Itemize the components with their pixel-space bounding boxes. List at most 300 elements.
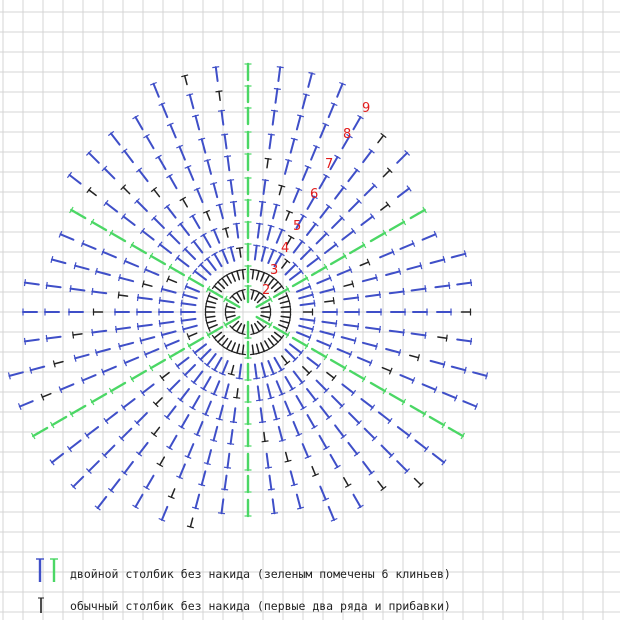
double-stitch-mark-cap bbox=[314, 300, 315, 307]
double-stitch-mark bbox=[228, 454, 230, 468]
single-stitch-mark bbox=[312, 467, 315, 475]
double-stitch-mark bbox=[291, 139, 295, 153]
double-stitch-mark bbox=[216, 67, 218, 81]
single-stitch-mark bbox=[261, 316, 270, 318]
double-stitch-mark-cap bbox=[224, 156, 231, 157]
double-stitch-mark bbox=[105, 169, 115, 179]
single-stitch-mark bbox=[237, 293, 242, 301]
double-stitch-mark bbox=[98, 497, 107, 508]
double-stitch-mark bbox=[170, 234, 180, 244]
single-stitch-mark-cap bbox=[236, 248, 243, 249]
double-stitch-mark bbox=[207, 354, 216, 365]
double-stitch-mark bbox=[137, 201, 147, 211]
double-stitch-mark-cap bbox=[218, 110, 225, 111]
double-stitch-mark bbox=[236, 224, 238, 238]
double-stitch-mark bbox=[255, 246, 257, 260]
double-stitch-mark bbox=[75, 266, 89, 270]
double-stitch-mark bbox=[193, 396, 200, 408]
double-stitch-mark-cap bbox=[227, 443, 234, 444]
double-stitch-mark bbox=[423, 384, 436, 389]
double-stitch-mark bbox=[358, 358, 371, 363]
double-stitch-mark bbox=[329, 104, 334, 117]
double-stitch-mark bbox=[299, 326, 313, 330]
wedge-stitch-mark bbox=[312, 267, 326, 275]
double-stitch-mark-cap bbox=[268, 134, 275, 135]
double-stitch-mark-cap bbox=[25, 279, 26, 286]
double-stitch-mark-cap bbox=[224, 467, 231, 468]
single-stitch-mark bbox=[264, 433, 265, 442]
double-stitch-mark-cap bbox=[138, 294, 139, 301]
double-stitch-mark bbox=[124, 462, 132, 473]
double-stitch-mark-cap bbox=[314, 317, 315, 324]
single-stitch-mark bbox=[156, 398, 162, 404]
double-stitch-mark bbox=[111, 479, 120, 490]
double-stitch-mark bbox=[354, 117, 361, 129]
single-stitch-mark bbox=[119, 295, 128, 296]
double-stitch-mark bbox=[366, 328, 380, 330]
double-stitch-mark bbox=[363, 462, 372, 473]
double-stitch-mark bbox=[75, 355, 89, 359]
single-stitch-mark bbox=[280, 321, 289, 323]
double-stitch-mark bbox=[400, 375, 413, 380]
double-stitch-mark-cap bbox=[46, 335, 47, 342]
double-stitch-mark bbox=[291, 471, 295, 485]
double-stitch-mark bbox=[228, 156, 230, 170]
double-stitch-mark bbox=[183, 295, 197, 299]
double-stitch-mark bbox=[285, 402, 290, 415]
double-stitch-mark bbox=[457, 283, 471, 285]
double-stitch-mark bbox=[431, 361, 445, 365]
double-stitch-mark bbox=[166, 341, 179, 346]
double-stitch-mark bbox=[180, 224, 189, 235]
single-stitch-mark bbox=[227, 275, 232, 283]
single-stitch-mark bbox=[327, 373, 334, 379]
single-stitch-mark-cap bbox=[233, 397, 240, 398]
double-stitch-mark bbox=[103, 252, 116, 257]
row-number-4: 4 bbox=[281, 241, 290, 256]
row-numbers bbox=[262, 101, 370, 298]
double-stitch-mark-cap bbox=[358, 294, 359, 301]
double-stitch-mark bbox=[307, 389, 316, 400]
double-stitch-mark bbox=[25, 283, 39, 285]
double-stitch-mark-cap bbox=[221, 134, 228, 135]
double-stitch-mark bbox=[473, 372, 487, 376]
single-stitch-mark bbox=[231, 366, 233, 375]
double-stitch-mark bbox=[206, 402, 211, 415]
double-stitch-mark bbox=[47, 337, 61, 339]
double-stitch-mark bbox=[124, 151, 132, 162]
double-stitch-mark bbox=[363, 151, 372, 162]
double-stitch-mark bbox=[457, 340, 471, 342]
double-stitch-mark-cap bbox=[221, 489, 228, 490]
single-stitch-mark bbox=[154, 189, 160, 196]
single-stitch-mark bbox=[171, 489, 174, 497]
double-stitch-mark-cap bbox=[227, 180, 234, 181]
double-stitch-mark bbox=[154, 218, 164, 228]
double-stitch-mark bbox=[299, 295, 313, 299]
double-stitch-mark bbox=[61, 384, 74, 389]
double-stitch-mark bbox=[349, 413, 359, 423]
wedge-stitch-mark bbox=[189, 338, 203, 346]
double-stitch-mark bbox=[463, 401, 476, 406]
double-stitch-mark bbox=[379, 412, 390, 421]
double-stitch-mark bbox=[294, 422, 299, 435]
double-stitch-mark bbox=[160, 300, 174, 302]
double-stitch-mark bbox=[125, 261, 138, 266]
single-stitch-mark bbox=[279, 186, 281, 195]
double-stitch-mark bbox=[270, 476, 272, 490]
double-stitch-mark bbox=[431, 260, 445, 264]
double-stitch-mark bbox=[317, 381, 327, 391]
double-stitch-mark-cap bbox=[230, 202, 237, 203]
double-stitch-mark bbox=[182, 319, 196, 321]
single-stitch-mark bbox=[214, 286, 221, 292]
double-stitch-mark bbox=[225, 135, 227, 149]
single-stitch-mark bbox=[275, 286, 282, 292]
double-stitch-mark bbox=[111, 134, 120, 145]
double-stitch-mark bbox=[204, 235, 211, 247]
single-stitch-mark bbox=[252, 270, 253, 279]
double-stitch-mark bbox=[349, 201, 359, 211]
single-stitch-mark bbox=[275, 332, 282, 338]
double-stitch-mark bbox=[342, 337, 356, 341]
single-stitch-mark bbox=[226, 306, 235, 308]
double-stitch-mark bbox=[204, 377, 211, 389]
double-stitch-mark bbox=[201, 350, 211, 360]
double-stitch-mark-cap bbox=[92, 329, 93, 336]
double-stitch-mark bbox=[301, 249, 311, 259]
double-stitch-mark bbox=[159, 157, 166, 169]
double-stitch-mark bbox=[123, 399, 134, 408]
double-stitch-mark bbox=[120, 278, 134, 282]
single-stitch-mark bbox=[143, 284, 152, 286]
double-stitch-mark bbox=[308, 258, 319, 267]
double-stitch-mark bbox=[308, 73, 312, 87]
double-stitch-mark bbox=[335, 187, 344, 198]
double-stitch-mark bbox=[317, 341, 330, 346]
wedge-stitch-mark bbox=[390, 222, 404, 230]
wedge-stitch-mark bbox=[430, 417, 444, 425]
double-stitch-mark bbox=[170, 381, 180, 391]
double-stitch-mark bbox=[261, 408, 263, 422]
single-stitch-mark bbox=[360, 262, 368, 265]
double-stitch-mark-cap bbox=[268, 489, 275, 490]
double-stitch-mark-cap bbox=[159, 320, 160, 327]
double-stitch-mark bbox=[267, 454, 269, 468]
single-stitch-mark bbox=[185, 76, 187, 85]
single-stitch-mark bbox=[267, 159, 268, 168]
single-stitch-mark bbox=[252, 345, 253, 354]
double-stitch-mark bbox=[154, 84, 159, 97]
single-stitch-mark bbox=[227, 341, 232, 349]
single-stitch-mark bbox=[268, 339, 274, 346]
double-stitch-mark bbox=[83, 375, 96, 380]
double-stitch-mark bbox=[214, 427, 218, 441]
double-stitch-mark-cap bbox=[253, 378, 260, 379]
double-stitch-mark bbox=[225, 476, 227, 490]
single-stitch-mark bbox=[280, 301, 289, 303]
row-number-5: 5 bbox=[293, 219, 302, 234]
single-stitch-mark bbox=[237, 389, 238, 398]
double-stitch-mark bbox=[9, 372, 23, 376]
double-stitch-mark bbox=[87, 427, 98, 436]
double-stitch-mark bbox=[170, 436, 177, 448]
double-stitch-mark-cap bbox=[265, 467, 272, 468]
single-stitch-mark bbox=[209, 325, 217, 329]
double-stitch-mark-cap bbox=[70, 285, 71, 292]
double-stitch-mark bbox=[297, 495, 301, 509]
double-stitch-mark bbox=[275, 358, 282, 370]
wedge-stitch-mark bbox=[170, 349, 184, 357]
double-stitch-mark bbox=[400, 244, 413, 249]
double-stitch-mark bbox=[196, 116, 200, 129]
double-stitch-mark bbox=[332, 218, 342, 228]
double-stitch-mark bbox=[303, 444, 308, 457]
double-stitch-mark bbox=[286, 350, 296, 360]
double-stitch-mark bbox=[196, 495, 200, 509]
double-stitch-mark bbox=[278, 67, 280, 81]
single-stitch-mark bbox=[240, 248, 241, 257]
single-stitch-mark bbox=[232, 322, 238, 328]
double-stitch-mark bbox=[363, 278, 377, 282]
single-stitch-mark bbox=[410, 355, 419, 357]
double-stitch-mark bbox=[273, 499, 275, 513]
double-stitch-mark-cap bbox=[471, 279, 472, 286]
double-stitch-mark bbox=[407, 266, 421, 270]
double-stitch-mark bbox=[182, 303, 196, 305]
wedge-stitch-mark bbox=[92, 394, 106, 402]
double-stitch-mark-cap bbox=[471, 338, 472, 345]
double-stitch-mark bbox=[255, 365, 257, 379]
double-stitch-mark bbox=[297, 396, 304, 408]
legend-double-stitch-symbol bbox=[36, 559, 58, 582]
double-stitch-mark-cap bbox=[259, 202, 266, 203]
wedge-stitch-mark bbox=[390, 394, 404, 402]
single-stitch-mark bbox=[265, 341, 270, 349]
double-stitch-mark bbox=[116, 328, 130, 330]
double-stitch-mark-cap bbox=[138, 323, 139, 330]
double-stitch-mark bbox=[294, 372, 303, 383]
double-stitch-mark bbox=[308, 358, 319, 367]
single-stitch-mark bbox=[209, 296, 217, 300]
double-stitch-mark bbox=[180, 389, 189, 400]
double-stitch-mark bbox=[170, 176, 177, 188]
single-stitch-mark bbox=[438, 337, 447, 338]
double-stitch-mark bbox=[188, 444, 193, 457]
double-stitch-mark-cap bbox=[212, 67, 219, 68]
single-stitch-mark bbox=[325, 301, 334, 302]
single-stitch-mark bbox=[382, 368, 390, 371]
single-stitch-mark bbox=[207, 212, 210, 220]
double-stitch-mark bbox=[194, 241, 203, 252]
double-stitch-mark bbox=[125, 358, 138, 363]
double-stitch-mark bbox=[214, 184, 218, 198]
double-stitch-mark bbox=[103, 367, 116, 372]
wedge-stitch-mark bbox=[312, 349, 326, 357]
double-stitch-mark bbox=[89, 461, 99, 471]
double-stitch-mark bbox=[180, 147, 185, 160]
double-stitch-mark bbox=[397, 461, 407, 471]
double-stitch-mark bbox=[270, 135, 272, 149]
single-stitch-mark bbox=[73, 334, 82, 335]
double-stitch-mark bbox=[231, 247, 235, 260]
double-stitch-mark bbox=[89, 153, 99, 163]
double-stitch-mark bbox=[136, 117, 143, 129]
double-stitch-mark bbox=[303, 167, 308, 180]
double-stitch-mark-cap bbox=[159, 297, 160, 304]
single-stitch-mark bbox=[214, 332, 221, 338]
single-stitch-mark bbox=[226, 316, 235, 318]
double-stitch-mark bbox=[380, 252, 393, 257]
double-stitch-mark bbox=[317, 278, 330, 283]
double-stitch-mark bbox=[307, 224, 316, 235]
single-stitch-mark bbox=[344, 478, 349, 486]
wedge-stitch-mark bbox=[92, 222, 106, 230]
double-stitch-mark bbox=[106, 412, 117, 421]
double-stitch-mark-cap bbox=[336, 320, 337, 327]
single-stitch-mark bbox=[255, 293, 259, 301]
double-stitch-mark bbox=[261, 202, 263, 216]
double-stitch-mark bbox=[47, 286, 61, 288]
double-stitch-mark bbox=[308, 415, 315, 427]
double-stitch-mark bbox=[423, 234, 436, 239]
double-stitch-mark bbox=[435, 286, 449, 288]
double-stitch-mark-cap bbox=[92, 288, 93, 295]
double-stitch-mark-cap bbox=[233, 223, 240, 224]
double-stitch-mark bbox=[73, 477, 83, 487]
double-stitch-mark bbox=[279, 427, 283, 441]
double-stitch-mark bbox=[258, 224, 260, 238]
double-stitch-mark-cap bbox=[25, 338, 26, 345]
single-stitch-mark bbox=[207, 301, 216, 303]
double-stitch-mark bbox=[365, 185, 375, 195]
double-stitch-mark bbox=[332, 396, 342, 406]
double-stitch-mark bbox=[136, 495, 143, 507]
double-stitch-mark bbox=[344, 325, 358, 327]
single-stitch-mark bbox=[237, 324, 242, 332]
double-stitch-mark bbox=[273, 111, 275, 125]
row-number-7: 7 bbox=[325, 157, 334, 172]
single-stitch-mark-cap bbox=[265, 158, 272, 159]
double-stitch-mark bbox=[267, 384, 271, 398]
double-stitch-mark bbox=[25, 340, 39, 342]
row-number-9: 9 bbox=[362, 101, 371, 116]
stitch-rays bbox=[9, 64, 488, 528]
double-stitch-mark bbox=[123, 216, 134, 225]
double-stitch-mark bbox=[71, 289, 85, 291]
single-stitch-mark bbox=[383, 170, 389, 176]
single-stitch-mark bbox=[261, 306, 270, 308]
double-stitch-mark bbox=[160, 322, 174, 324]
double-stitch-mark bbox=[311, 147, 316, 160]
double-stitch-mark bbox=[344, 298, 358, 300]
double-stitch-mark bbox=[215, 358, 222, 370]
single-stitch-mark bbox=[415, 479, 421, 485]
single-stitch-mark bbox=[168, 279, 176, 282]
double-stitch-mark-cap bbox=[271, 513, 278, 514]
single-stitch-mark bbox=[42, 394, 50, 397]
single-stitch-mark bbox=[381, 205, 388, 210]
double-stitch-mark bbox=[207, 259, 216, 270]
double-stitch-mark bbox=[190, 95, 194, 109]
double-stitch-mark bbox=[170, 125, 175, 138]
double-stitch-mark bbox=[258, 386, 260, 400]
double-stitch-mark-cap bbox=[449, 282, 450, 289]
double-stitch-mark-cap bbox=[218, 513, 225, 514]
double-stitch-mark bbox=[147, 136, 154, 148]
double-stitch-mark bbox=[193, 216, 200, 228]
double-stitch-mark bbox=[331, 455, 338, 467]
single-stitch-mark bbox=[206, 316, 215, 317]
double-stitch-mark bbox=[31, 367, 45, 371]
single-stitch-mark bbox=[190, 518, 192, 527]
double-stitch-mark bbox=[105, 446, 115, 456]
single-stitch-mark bbox=[272, 282, 278, 288]
double-stitch-mark bbox=[52, 454, 63, 463]
single-stitch-mark bbox=[286, 453, 288, 462]
double-stitch-mark-cap bbox=[256, 223, 263, 224]
double-stitch-mark-cap bbox=[259, 422, 266, 423]
double-stitch-mark bbox=[354, 495, 361, 507]
single-stitch-mark bbox=[272, 336, 278, 342]
double-stitch-mark bbox=[239, 365, 241, 379]
double-stitch-mark bbox=[322, 322, 336, 324]
single-stitch-mark bbox=[232, 273, 236, 281]
single-stitch-mark bbox=[219, 91, 220, 100]
double-stitch-mark bbox=[297, 116, 301, 129]
double-stitch-mark bbox=[286, 265, 296, 275]
single-stitch-mark bbox=[123, 187, 129, 193]
row-number-8: 8 bbox=[343, 127, 352, 142]
double-stitch-mark bbox=[335, 425, 344, 436]
single-stitch-mark-cap bbox=[446, 335, 447, 342]
double-stitch-mark bbox=[415, 440, 426, 449]
double-stitch-mark bbox=[186, 286, 199, 291]
double-stitch-mark bbox=[363, 343, 377, 347]
legend-single-stitch-text: обычный столбик без накида (первые два ряда и прибавки) bbox=[70, 599, 451, 613]
double-stitch-mark bbox=[234, 408, 236, 422]
double-stitch-mark-cap bbox=[358, 323, 359, 330]
single-stitch-mark-cap bbox=[73, 332, 74, 339]
double-stitch-mark bbox=[185, 249, 195, 259]
double-stitch-mark bbox=[20, 401, 33, 406]
single-stitch-mark bbox=[286, 212, 289, 220]
single-stitch-mark-cap bbox=[333, 297, 334, 304]
double-stitch-mark bbox=[180, 464, 185, 477]
single-stitch-mark-cap bbox=[118, 292, 119, 299]
double-stitch-mark bbox=[317, 234, 327, 244]
double-stitch-mark bbox=[147, 476, 154, 488]
wedge-stitch-mark bbox=[293, 338, 307, 346]
double-stitch-mark bbox=[70, 440, 81, 449]
single-stitch-mark bbox=[160, 457, 165, 465]
double-stitch-mark bbox=[120, 343, 134, 347]
double-stitch-mark bbox=[443, 393, 456, 398]
wedge-stitch-mark bbox=[293, 278, 307, 286]
double-stitch-mark bbox=[365, 429, 375, 439]
row-number-6: 6 bbox=[310, 187, 319, 202]
row-number-2: 2 bbox=[262, 283, 271, 298]
double-stitch-mark bbox=[276, 89, 278, 103]
single-stitch-mark bbox=[232, 296, 238, 302]
double-stitch-mark bbox=[83, 244, 96, 249]
double-stitch-mark bbox=[294, 189, 299, 202]
double-stitch-mark bbox=[70, 175, 81, 184]
double-stitch-mark bbox=[225, 384, 229, 398]
single-stitch-mark bbox=[207, 321, 216, 323]
double-stitch-mark bbox=[201, 265, 211, 275]
double-stitch-mark bbox=[183, 326, 197, 330]
